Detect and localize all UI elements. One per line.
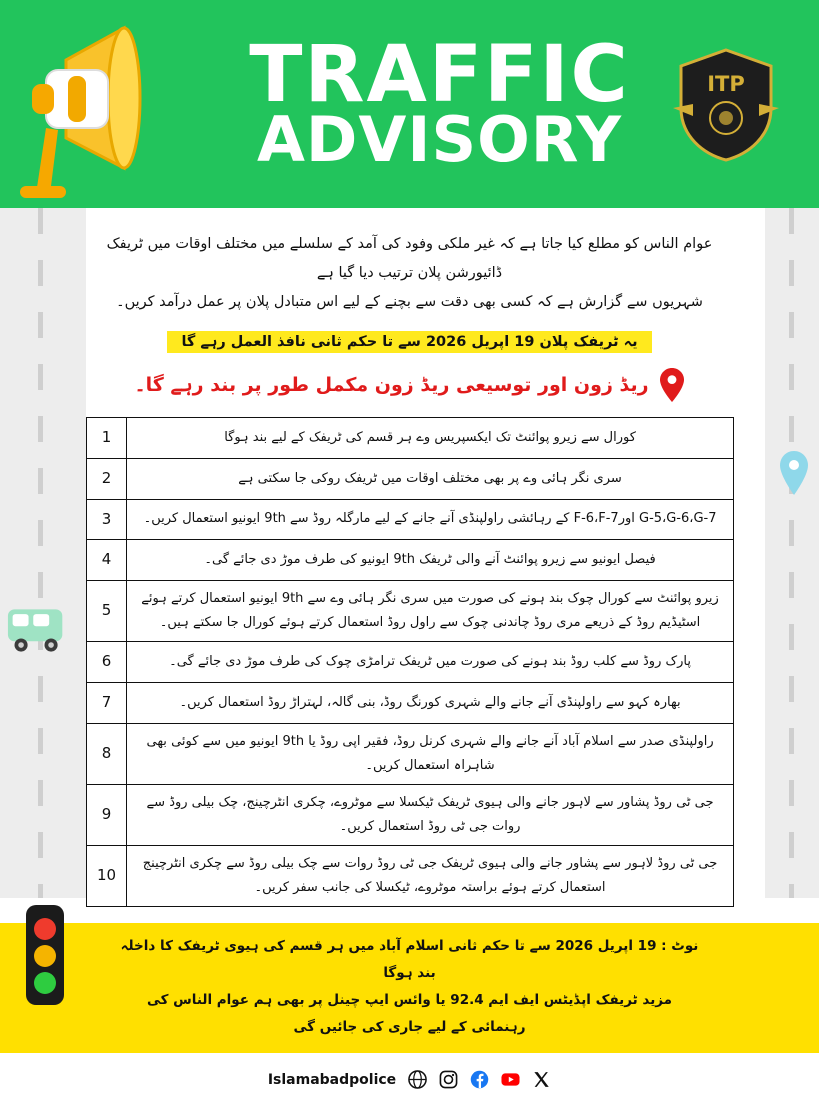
instagram-icon[interactable] <box>439 1070 458 1089</box>
advisory-text: فیصل ایونیو سے زیرو پوائنٹ آنے والی ٹریفک 9th ایونیو کی طرف موڑ دی جائے گی۔ <box>127 540 734 581</box>
effective-date-banner: یہ ٹریفک پلان 19 اپریل 2026 سے تا حکم ثانی نافذ العمل رہے گا <box>167 331 651 353</box>
table-row <box>87 845 734 906</box>
globe-icon[interactable] <box>408 1070 427 1089</box>
advisory-body <box>0 230 819 907</box>
page-header <box>0 0 819 208</box>
x-twitter-icon[interactable] <box>532 1070 551 1089</box>
svg-text:ITP: ITP <box>707 72 745 96</box>
youtube-icon[interactable] <box>501 1070 520 1089</box>
table-row <box>87 581 734 642</box>
advisory-number: 2 <box>87 458 127 499</box>
advisory-text: بھارہ کہو سے راولپنڈی آنے جانے والے شہری کورنگ روڈ، بنی گالہ، لہتراڑ روڈ استعمال کریں۔ <box>127 682 734 723</box>
intro-text <box>86 230 733 317</box>
title-advisory: ADVISORY <box>256 103 623 177</box>
social-footer <box>0 1053 819 1107</box>
advisory-text: جی ٹی روڈ لاہور سے پشاور جانے والی ہیوی ٹریفک جی ٹی روڈ روات سے چک بیلی روڈ سے چکری انٹرچینج استعمال کرتے ہوئے براستہ موٹروے، ٹیکسلا کی جانب سفر کریں۔ <box>127 845 734 906</box>
intro-line-2: شہریوں سے گزارش ہے کہ کسی بھی دقت سے بچنے کے لیے اس متبادل پلان پر عمل درآمد کریں۔ <box>116 294 703 310</box>
advisory-text: کورال سے زیرو پوائنٹ تک ایکسپریس وے ہر قسم کی ٹریفک کے لیے بند ہوگا <box>127 418 734 459</box>
facebook-icon[interactable] <box>470 1070 489 1089</box>
advisory-text: زیرو پوائنٹ سے کورال چوک بند ہونے کی صورت میں سری نگر ہائی وے سے 9th ایونیو استعمال کرتے ہوئے اسٹیڈیم روڈ کے ذریعے مری روڈ چاندنی چوک سے راول روڈ استعمال کرتے ہوئے کورال جا سکتے ہیں۔ <box>127 581 734 642</box>
advisory-number: 3 <box>87 499 127 540</box>
advisory-table-body <box>87 418 734 907</box>
advisory-text: راولپنڈی صدر سے اسلام آباد آنے جانے والے شہری کرنل روڈ، فقیر اپی روڈ یا 9th ایونیو میں سے کوئی بھی شاہراہ استعمال کریں۔ <box>127 723 734 784</box>
social-handle: Islamabadpolice <box>267 1071 397 1088</box>
footer-note-band <box>0 923 819 1053</box>
advisory-text: پارک روڈ سے کلب روڈ بند ہونے کی صورت میں ٹریفک ترامڑی چوک کی طرف موڑ دی جائے گی۔ <box>127 642 734 683</box>
advisory-text: سری نگر ہائی وے پر بھی مختلف اوقات میں ٹریفک روکی جا سکتی ہے <box>127 458 734 499</box>
advisory-number: 8 <box>87 723 127 784</box>
intro-line-1: عوام الناس کو مطلع کیا جاتا ہے کہ غیر ملکی وفود کی آمد کے سلسلے میں مختلف اوقات میں ٹریفک ڈائیورشن پلان ترتیب دیا گیا ہے <box>106 236 713 281</box>
table-row <box>87 458 734 499</box>
redzone-notice <box>86 367 733 403</box>
advisory-number: 10 <box>87 845 127 906</box>
table-row <box>87 642 734 683</box>
table-row <box>87 540 734 581</box>
advisory-number: 4 <box>87 540 127 581</box>
advisory-number: 1 <box>87 418 127 459</box>
table-row <box>87 418 734 459</box>
advisory-table <box>86 417 734 907</box>
advisory-number: 9 <box>87 784 127 845</box>
advisory-number: 7 <box>87 682 127 723</box>
location-pin-icon <box>659 367 685 403</box>
table-row <box>87 784 734 845</box>
advisory-number: 6 <box>87 642 127 683</box>
traffic-light-icon <box>22 901 68 1009</box>
page-title <box>249 29 630 177</box>
table-row <box>87 682 734 723</box>
table-row <box>87 723 734 784</box>
advisory-number: 5 <box>87 581 127 642</box>
table-row <box>87 499 734 540</box>
title-traffic: TRAFFIC <box>249 29 630 120</box>
advisory-text: G-5،G-6،G-7 اورF-6،F-7 کے رہائشی راولپنڈی آنے جانے کے لیے مارگلہ روڈ سے 9th ایونیو استعمال کریں۔ <box>127 499 734 540</box>
note-line-1: نوٹ : 19 اپریل 2026 سے تا حکم ثانی اسلام آباد میں ہر قسم کی ہیوی ٹریفک کا داخلہ بند ہوگا <box>120 937 699 981</box>
megaphone-icon <box>6 18 221 203</box>
advisory-text: جی ٹی روڈ پشاور سے لاہور جانے والی ہیوی ٹریفک ٹیکسلا سے موٹروے، چکری انٹرچینج، چک بیلی روڈ سے روات جی ٹی روڈ استعمال کریں۔ <box>127 784 734 845</box>
redzone-text: ریڈ زون اور توسیعی ریڈ زون مکمل طور پر بند رہے گا۔ <box>134 374 649 396</box>
note-line-2: مزید ٹریفک اپڈیٹس ایف ایم 92.4 یا وائس ایپ چینل پر بھی ہم عوام الناس کی رہنمائی کے لیے جاری کی جائیں گی <box>146 991 673 1035</box>
itp-logo-icon <box>667 46 785 164</box>
